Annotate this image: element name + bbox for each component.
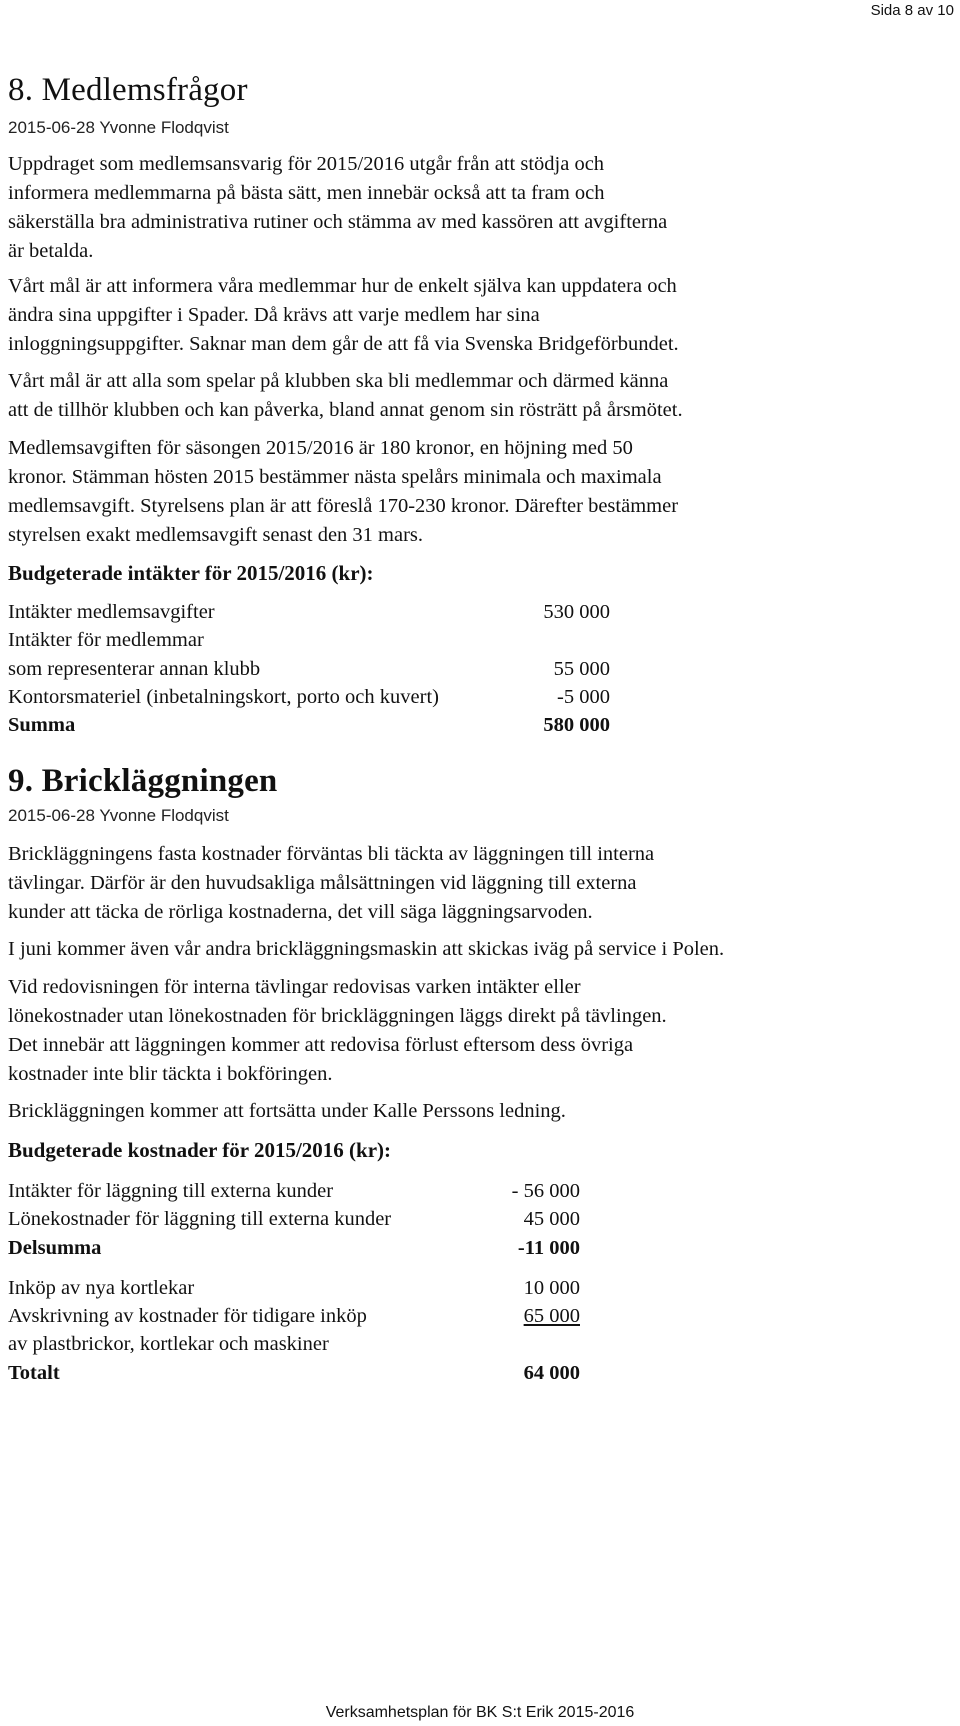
text-line: kunder att täcka de rörliga kostnaderna, det vill säga läggningsarvoden. bbox=[8, 901, 593, 923]
text-line: styrelsen exakt medlemsavgift senast den 31 mars. bbox=[8, 524, 424, 546]
income-budget-heading: Budgeterade intäkter för 2015/2016 (kr): bbox=[8, 561, 374, 585]
text-line: är betalda. bbox=[8, 240, 94, 262]
budget-row: Inköp av nya kortlekar 10 000 bbox=[8, 1277, 580, 1299]
page-footer: Verksamhetsplan för BK S:t Erik 2015-2016 bbox=[325, 1704, 635, 1721]
text-line: inloggningsuppgifter. Saknar man dem går de att få via Svenska Bridgeförbundet. bbox=[8, 333, 679, 355]
section-8-paragraph-4 bbox=[8, 434, 908, 550]
text-line: ändra sina uppgifter i Spader. Då krävs att varje medlem har sina bbox=[8, 304, 540, 326]
section-8-paragraph-2 bbox=[8, 272, 908, 359]
section-8-paragraph-1 bbox=[8, 150, 908, 266]
budget-row: Intäkter för medlemmar bbox=[8, 629, 204, 651]
budget-row: som representerar annan klubb 55 000 bbox=[8, 658, 610, 680]
section-8-paragraph-3 bbox=[8, 367, 908, 425]
text-line: Vårt mål är att alla som spelar på klubben ska bli medlemmar och därmed känna bbox=[8, 370, 669, 392]
budget-row: Avskrivning av kostnader för tidigare inköp 65 000 bbox=[8, 1305, 580, 1327]
text-line: Det innebär att läggningen kommer att redovisa förlust eftersom dess övriga bbox=[8, 1034, 634, 1056]
section-9-paragraph-1 bbox=[8, 840, 908, 927]
text-line: Brickläggningen kommer att fortsätta under Kalle Perssons ledning. bbox=[8, 1100, 566, 1122]
text-line: Medlemsavgiften för säsongen 2015/2016 är 180 kronor, en höjning med 50 bbox=[8, 437, 633, 459]
budget-row: Lönekostnader för läggning till externa kunder 45 000 bbox=[8, 1208, 580, 1230]
text-line: lönekostnader utan lönekostnaden för brickläggningen läggs direkt på tävlingen. bbox=[8, 1005, 667, 1027]
budget-row: av plastbrickor, kortlekar och maskiner bbox=[8, 1333, 329, 1355]
text-line: Vårt mål är att informera våra medlemmar hur de enkelt själva kan uppdatera och bbox=[8, 275, 677, 297]
budget-total-row: Totalt 64 000 bbox=[8, 1362, 580, 1384]
text-line: I juni kommer även vår andra brickläggningsmaskin att skickas iväg på service i Polen. bbox=[8, 938, 725, 960]
budget-subtotal-row: Delsumma -11 000 bbox=[8, 1237, 580, 1259]
text-line: Vid redovisningen för interna tävlingar redovisas varken intäkter eller bbox=[8, 976, 581, 998]
section-9-title: 9. Brickläggningen bbox=[8, 763, 278, 799]
text-line: medlemsavgift. Styrelsens plan är att föreslå 170-230 kronor. Därefter bestämmer bbox=[8, 495, 679, 517]
budget-row: Kontorsmateriel (inbetalningskort, porto och kuvert) -5 000 bbox=[8, 686, 610, 708]
section-8-title: 8. Medlemsfrågor bbox=[8, 72, 248, 108]
section-9-paragraph-4 bbox=[8, 1097, 908, 1126]
section-8-meta: 2015-06-28 Yvonne Flodqvist bbox=[8, 118, 229, 137]
budget-row: Intäkter medlemsavgifter 530 000 bbox=[8, 601, 610, 623]
text-line: tävlingar. Därför är den huvudsakliga målsättningen vid läggning till externa bbox=[8, 872, 637, 894]
text-line: Brickläggningens fasta kostnader förväntas bli täckta av läggningen till interna bbox=[8, 843, 655, 865]
budget-row: Intäkter för läggning till externa kunder - 56 000 bbox=[8, 1180, 580, 1202]
section-9-meta: 2015-06-28 Yvonne Flodqvist bbox=[8, 806, 229, 825]
text-line: säkerställa bra administrativa rutiner och stämma av med kassören att avgifterna bbox=[8, 211, 668, 233]
section-9-paragraph-3 bbox=[8, 973, 908, 1089]
text-line: att de tillhör klubben och kan påverka, bland annat genom sin rösträtt på årsmötet. bbox=[8, 399, 683, 421]
page-number: Sida 8 av 10 bbox=[870, 2, 954, 19]
cost-budget-heading: Budgeterade kostnader för 2015/2016 (kr): bbox=[8, 1138, 392, 1162]
section-9-paragraph-2 bbox=[8, 935, 908, 964]
text-line: Uppdraget som medlemsansvarig för 2015/2016 utgår från att stödja och bbox=[8, 153, 605, 175]
text-line: informera medlemmarna på bästa sätt, men innebär också att ta fram och bbox=[8, 182, 605, 204]
text-line: kronor. Stämman hösten 2015 bestämmer nästa spelårs minimala och maximala bbox=[8, 466, 662, 488]
budget-total-row: Summa 580 000 bbox=[8, 714, 610, 736]
text-line: kostnader inte blir täckta i bokföringen. bbox=[8, 1063, 333, 1085]
